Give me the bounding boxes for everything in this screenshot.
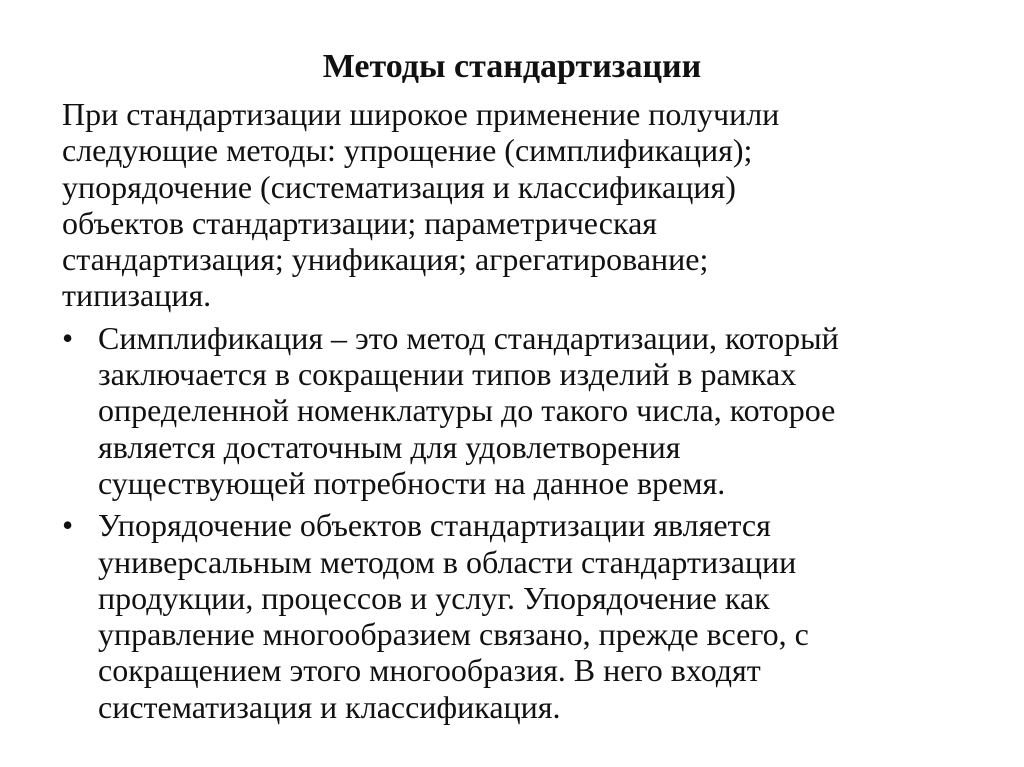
bullet-line: сокращением этого многообразия. В него входят — [98, 652, 761, 689]
intro-line: типизация. — [62, 277, 212, 314]
intro-paragraph — [62, 96, 992, 314]
slide-title: Методы стандартизации — [322, 48, 702, 85]
bullet-line: универсальным методом в области стандартизации — [98, 543, 797, 580]
intro-line: следующие методы: упрощение (симплификация); — [62, 132, 753, 169]
bullet-line: Симплификация – это метод стандартизации, который — [98, 319, 839, 356]
bullet-dot-icon: • — [62, 319, 74, 356]
bullet-simplification — [62, 320, 992, 501]
bullet-line: определенной номенклатуры до такого числа, которое — [98, 392, 836, 429]
bullet-line: заключается в сокращении типов изделий в рамках — [98, 356, 797, 393]
bullet-dot-icon: • — [62, 507, 74, 544]
intro-line: объектов стандартизации; параметрическая — [62, 204, 657, 241]
bullet-line: Упорядочение объектов стандартизации является — [98, 507, 771, 544]
intro-line: упорядочение (систематизация и классификация) — [62, 168, 736, 205]
bullet-line: является достаточным для удовлетворения — [98, 428, 681, 465]
bullet-line: систематизация и классификация. — [98, 688, 561, 725]
slide-body — [62, 96, 992, 731]
bullet-line: существующей потребности на данное время. — [98, 464, 726, 501]
bullet-line: управление многообразием связано, прежде всего, с — [98, 616, 809, 653]
bullet-line: продукции, процессов и услуг. Упорядочение как — [98, 579, 770, 616]
intro-line: стандартизация; унификация; агрегатирование; — [62, 241, 709, 278]
intro-line: При стандартизации широкое применение получили — [62, 96, 780, 132]
bullet-ordering — [62, 507, 992, 725]
